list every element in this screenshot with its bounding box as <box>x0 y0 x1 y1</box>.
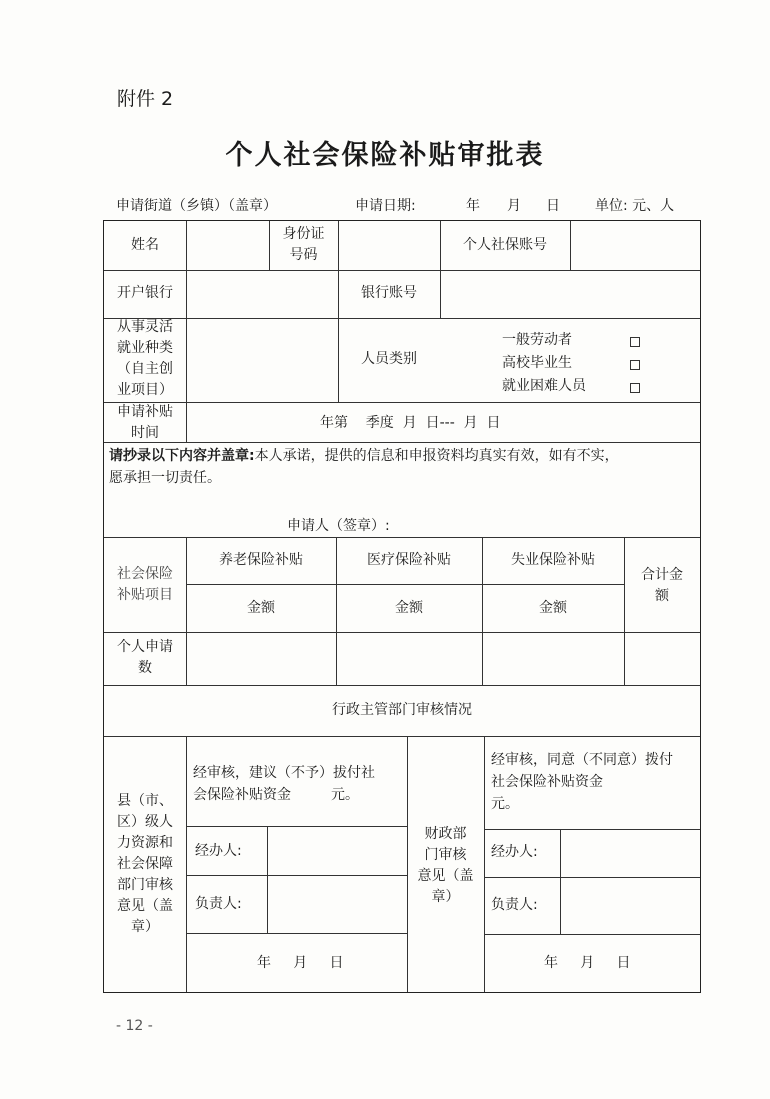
applicant-signature-label: 申请人（签章）: <box>287 518 390 534</box>
pledge-text-2: 愿承担一切责任。 <box>109 470 221 486</box>
checkbox-general-worker[interactable] <box>630 337 640 347</box>
bank-account-label: 银行账号 <box>361 285 417 301</box>
finance-date: 年 月 日 <box>544 955 631 971</box>
header-day: 日 <box>546 198 560 214</box>
option-general-worker: 一般劳动者 <box>502 332 572 348</box>
finance-dept-label: 财政部 门审核 意见（盖 章） <box>417 826 474 905</box>
row-divider <box>104 736 700 737</box>
id-label: 身份证 号码 <box>282 226 325 263</box>
hr-opinion: 经审核，建议（不予）拔付社 会保险补贴资金 元。 <box>193 765 375 803</box>
account-field[interactable] <box>571 222 699 269</box>
apply-count-label: 个人申请 数 <box>117 639 173 676</box>
header-year: 年 <box>466 198 480 214</box>
finance-opinion: 经审核，同意（不同意）拨付 社会保险补贴资金 元。 <box>491 752 673 812</box>
pension-amount-label: 金额 <box>247 600 275 616</box>
account-label: 个人社保账号 <box>463 237 547 253</box>
bank-account-field[interactable] <box>441 271 699 317</box>
period-value: 年第 季度 月 日--- 月 日 <box>320 415 501 431</box>
finance-responsible-field[interactable] <box>561 878 699 933</box>
review-header: 行政主管部门审核情况 <box>332 702 472 718</box>
medical-subsidy: 医疗保险补贴 <box>367 552 451 568</box>
finance-handler-label: 经办人: <box>491 844 538 860</box>
finance-handler-field[interactable] <box>561 830 699 876</box>
name-field[interactable] <box>187 222 268 269</box>
period-label: 申请补贴 时间 <box>117 404 173 441</box>
row-divider <box>186 584 624 585</box>
row-divider <box>104 402 700 403</box>
header-street: 申请街道（乡镇）（盖章） <box>116 198 277 214</box>
pledge-text-1: 本人承诺，提供的信息和申报资料均真实有效，如有不实， <box>254 448 619 464</box>
checkbox-graduate[interactable] <box>630 360 640 370</box>
option-graduate: 高校毕业生 <box>502 355 572 371</box>
row-divider <box>186 933 407 934</box>
hr-responsible-label: 负责人: <box>195 896 242 912</box>
medical-amount-label: 金额 <box>395 600 423 616</box>
approval-table <box>103 220 701 993</box>
bank-label: 开户银行 <box>117 285 173 301</box>
row-divider <box>104 442 700 443</box>
job-type-label: 从事灵活 就业种类 （自主创 业项目） <box>117 319 173 398</box>
id-number-field[interactable] <box>339 222 439 269</box>
unemployment-amount-label: 金额 <box>539 600 567 616</box>
finance-responsible-label: 负责人: <box>491 897 538 913</box>
hr-responsible-field[interactable] <box>268 876 406 932</box>
hr-handler-field[interactable] <box>268 827 406 874</box>
pledge-bold: 请抄录以下内容并盖章: <box>109 448 255 464</box>
checkbox-hard-to-employ[interactable] <box>630 383 640 393</box>
items-label: 社会保险 补贴项目 <box>117 566 173 603</box>
hr-dept-label: 县（市、 区）级人 力资源和 社会保障 部门审核 意见（盖 章） <box>117 793 173 935</box>
col-divider <box>484 736 485 992</box>
col-divider <box>186 736 187 992</box>
medical-amount-field[interactable] <box>337 633 481 684</box>
person-type-label: 人员类别 <box>361 351 417 367</box>
pension-subsidy: 养老保险补贴 <box>219 552 303 568</box>
row-divider <box>104 537 700 538</box>
hr-handler-label: 经办人: <box>195 843 242 859</box>
form-title: 个人社会保险补贴审批表 <box>225 140 545 171</box>
name-label: 姓名 <box>131 237 159 253</box>
row-divider <box>484 934 700 935</box>
unemployment-subsidy: 失业保险补贴 <box>511 552 595 568</box>
header-unit: 单位: 元、人 <box>595 198 675 214</box>
pledge-text <box>109 445 697 489</box>
bank-field[interactable] <box>187 271 337 317</box>
header-month: 月 <box>507 198 521 214</box>
attachment-label: 附件 2 <box>117 88 174 110</box>
pension-amount-field[interactable] <box>187 633 335 684</box>
option-hard-to-employ: 就业困难人员 <box>502 378 586 394</box>
row-divider <box>104 685 700 686</box>
hr-date: 年 月 日 <box>257 955 344 971</box>
page-number: - 12 - <box>116 1018 153 1034</box>
total-amount-field[interactable] <box>625 633 699 684</box>
unemployment-amount-field[interactable] <box>483 633 623 684</box>
job-type-field[interactable] <box>187 319 337 401</box>
header-date-label: 申请日期: <box>355 198 416 214</box>
total-amount-label: 合计金 额 <box>641 567 683 604</box>
